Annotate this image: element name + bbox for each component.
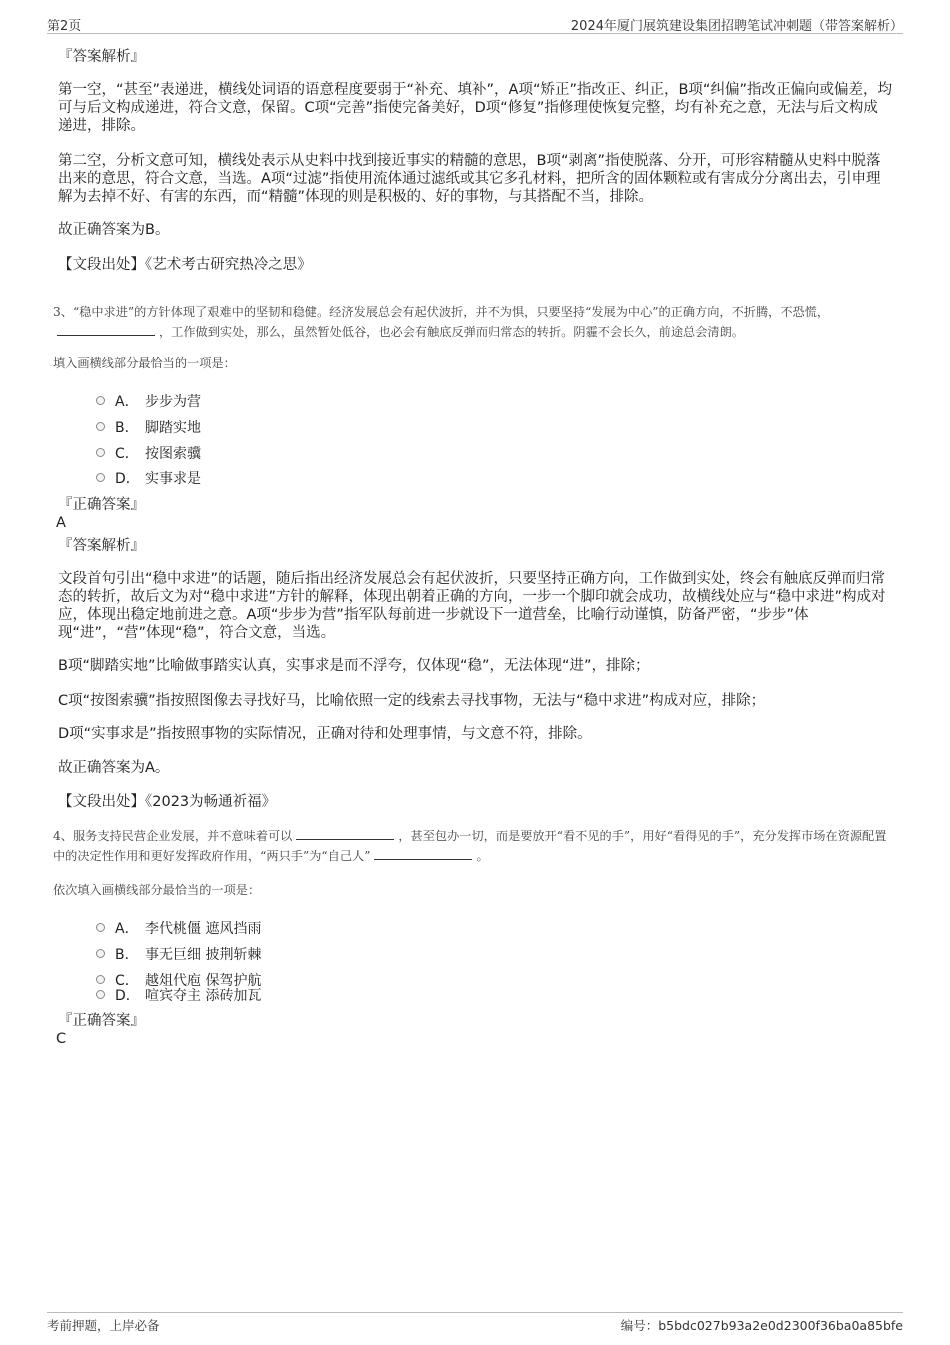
q2-source: 【文段出处】《艺术考古研究热冷之思》 [58, 257, 312, 273]
page-number: 第2页 [47, 19, 82, 34]
option-text: 喧宾夺主 添砖加瓦 [145, 988, 262, 1004]
q3-answer-label: 『正确答案』 [58, 497, 145, 513]
document-code: 编号：b5bdc027b93a2e0d2300f36ba0a85bfe [620, 1318, 903, 1333]
q4-blank-2 [374, 847, 472, 860]
option-letter: D． [115, 988, 140, 1004]
option-letter: C． [115, 446, 139, 462]
q4-answer: C [56, 1031, 67, 1047]
q3-analysis-label: 『答案解析』 [58, 538, 145, 554]
option-letter: C． [115, 973, 139, 989]
q4-stem-part-b: ，甚至包办一切，而是要放开“看不见的手”，用好“看得见的手”，充分发挥市场在资源配置中的决定性作用和更好发挥政府作用，“两只手”为“自己人” [53, 829, 887, 863]
radio-icon[interactable] [96, 448, 105, 457]
q3-conclusion: 故正确答案为A。 [58, 760, 170, 776]
q3-analysis-p4: D项“实事求是”指按照事物的实际情况，正确对待和处理事情，与文意不符，排除。 [58, 726, 592, 742]
q3-analysis-p3: C项“按图索骥”指按照图像去寻找好马，比喻依照一定的线索去寻找事物，无法与“稳中求进”构成对应，排除； [58, 693, 766, 709]
option-text: 脚踏实地 [145, 420, 201, 436]
q4-stem-part-a: 4、服务支持民营企业发展，并不意味着可以 [53, 829, 293, 843]
q2-conclusion: 故正确答案为B。 [58, 222, 170, 238]
option-text: 越俎代庖 保驾护航 [145, 973, 262, 989]
page-footer [47, 1312, 903, 1333]
q3-prompt: 填入画横线部分最恰当的一项是： [53, 356, 236, 370]
option-letter: A． [115, 921, 139, 937]
q3-stem [53, 302, 898, 342]
q2-analysis-label: 『答案解析』 [58, 49, 145, 65]
q3-analysis-p2: B项“脚踏实地”比喻做事踏实认真，实事求是而不浮夸，仅体现“稳”，无法体现“进”，排除； [58, 658, 650, 674]
q3-analysis-p1: 文段首句引出“稳中求进”的话题，随后指出经济发展总会有起伏波折，只要坚持正确方向，工作做到实处，终会有触底反弹而归常态的转折，故后文为对“稳中求进”方针的解释，体现出朝着正确的方向，一步一个脚印就会成功，故横线处应与“稳中求进”构成对应，体现出稳定地前进之意。A项“步步为营”指军队每前进一步就设下一道营垒，比喻行动谨慎，防备严密，“步步”体现“进”，“营”体现“稳”，符合文意，当选。 [58, 571, 886, 641]
option-text: 按图索骥 [145, 446, 201, 462]
q3-answer: A [56, 515, 66, 531]
q3-source: 【文段出处】《2023为畅通祈福》 [58, 794, 277, 810]
document-title: 2024年厦门展筑建设集团招聘笔试冲刺题（带答案解析） [570, 19, 903, 34]
option-letter: A． [115, 394, 139, 410]
q4-answer-label: 『正确答案』 [58, 1013, 145, 1029]
radio-icon[interactable] [96, 422, 105, 431]
q2-analysis-p1: 第一空，“甚至”表递进，横线处词语的语意程度要弱于“补充、填补”，A项“矫正”指改正、纠正，B项“纠偏”指改正偏向或偏差，均可与后文构成递进，符合文意，保留。C项“完善”指使完备美好，D项“修复”指修理使恢复完整，均有补充之意，无法与后文构成递进，排除。 [58, 82, 892, 134]
q4-stem-part-c: 。 [476, 849, 489, 863]
option-text: 实事求是 [145, 471, 201, 487]
option-letter: B． [115, 947, 139, 963]
footer-slogan: 考前押题，上岸必备 [47, 1318, 160, 1333]
option-text: 步步为营 [145, 394, 201, 410]
radio-icon[interactable] [96, 990, 105, 999]
q3-blank [57, 323, 155, 336]
q3-stem-part-b: ，工作做到实处，那么，虽然暂处低谷，也必会有触底反弹而归常态的转折。阴霾不会长久，前途总会清朗。 [159, 325, 744, 339]
option-text: 事无巨细 披荆斩棘 [145, 947, 262, 963]
radio-icon[interactable] [96, 473, 105, 482]
page-header [47, 13, 903, 34]
radio-icon[interactable] [96, 923, 105, 932]
radio-icon[interactable] [96, 949, 105, 958]
option-text: 李代桃僵 遮风挡雨 [145, 921, 262, 937]
radio-icon[interactable] [96, 396, 105, 405]
q2-analysis-p2: 第二空，分析文意可知，横线处表示从史料中找到接近事实的精髓的意思，B项“剥离”指使脱落、分开，可形容精髓从史料中脱落出来的意思，符合文意，当选。A项“过滤”指使用流体通过滤纸或其它多孔材料，把所含的固体颗粒或有害成分分离出去，引申理解为去掉不好、有害的东西，而“精髓”体现的则是积极的、好的事物，与其搭配不当，排除。 [58, 153, 881, 205]
q4-prompt: 依次填入画横线部分最恰当的一项是： [53, 883, 261, 897]
radio-icon[interactable] [96, 975, 105, 984]
q4-blank-1 [296, 827, 394, 840]
q3-stem-part-a: 3、“稳中求进”的方针体现了艰难中的坚韧和稳健。经济发展总会有起伏波折，并不为惧，只要坚持“发展为中心”的正确方向，不折腾，不恐慌， [53, 305, 830, 319]
option-letter: D． [115, 471, 140, 487]
q4-stem [53, 826, 898, 866]
option-letter: B． [115, 420, 139, 436]
